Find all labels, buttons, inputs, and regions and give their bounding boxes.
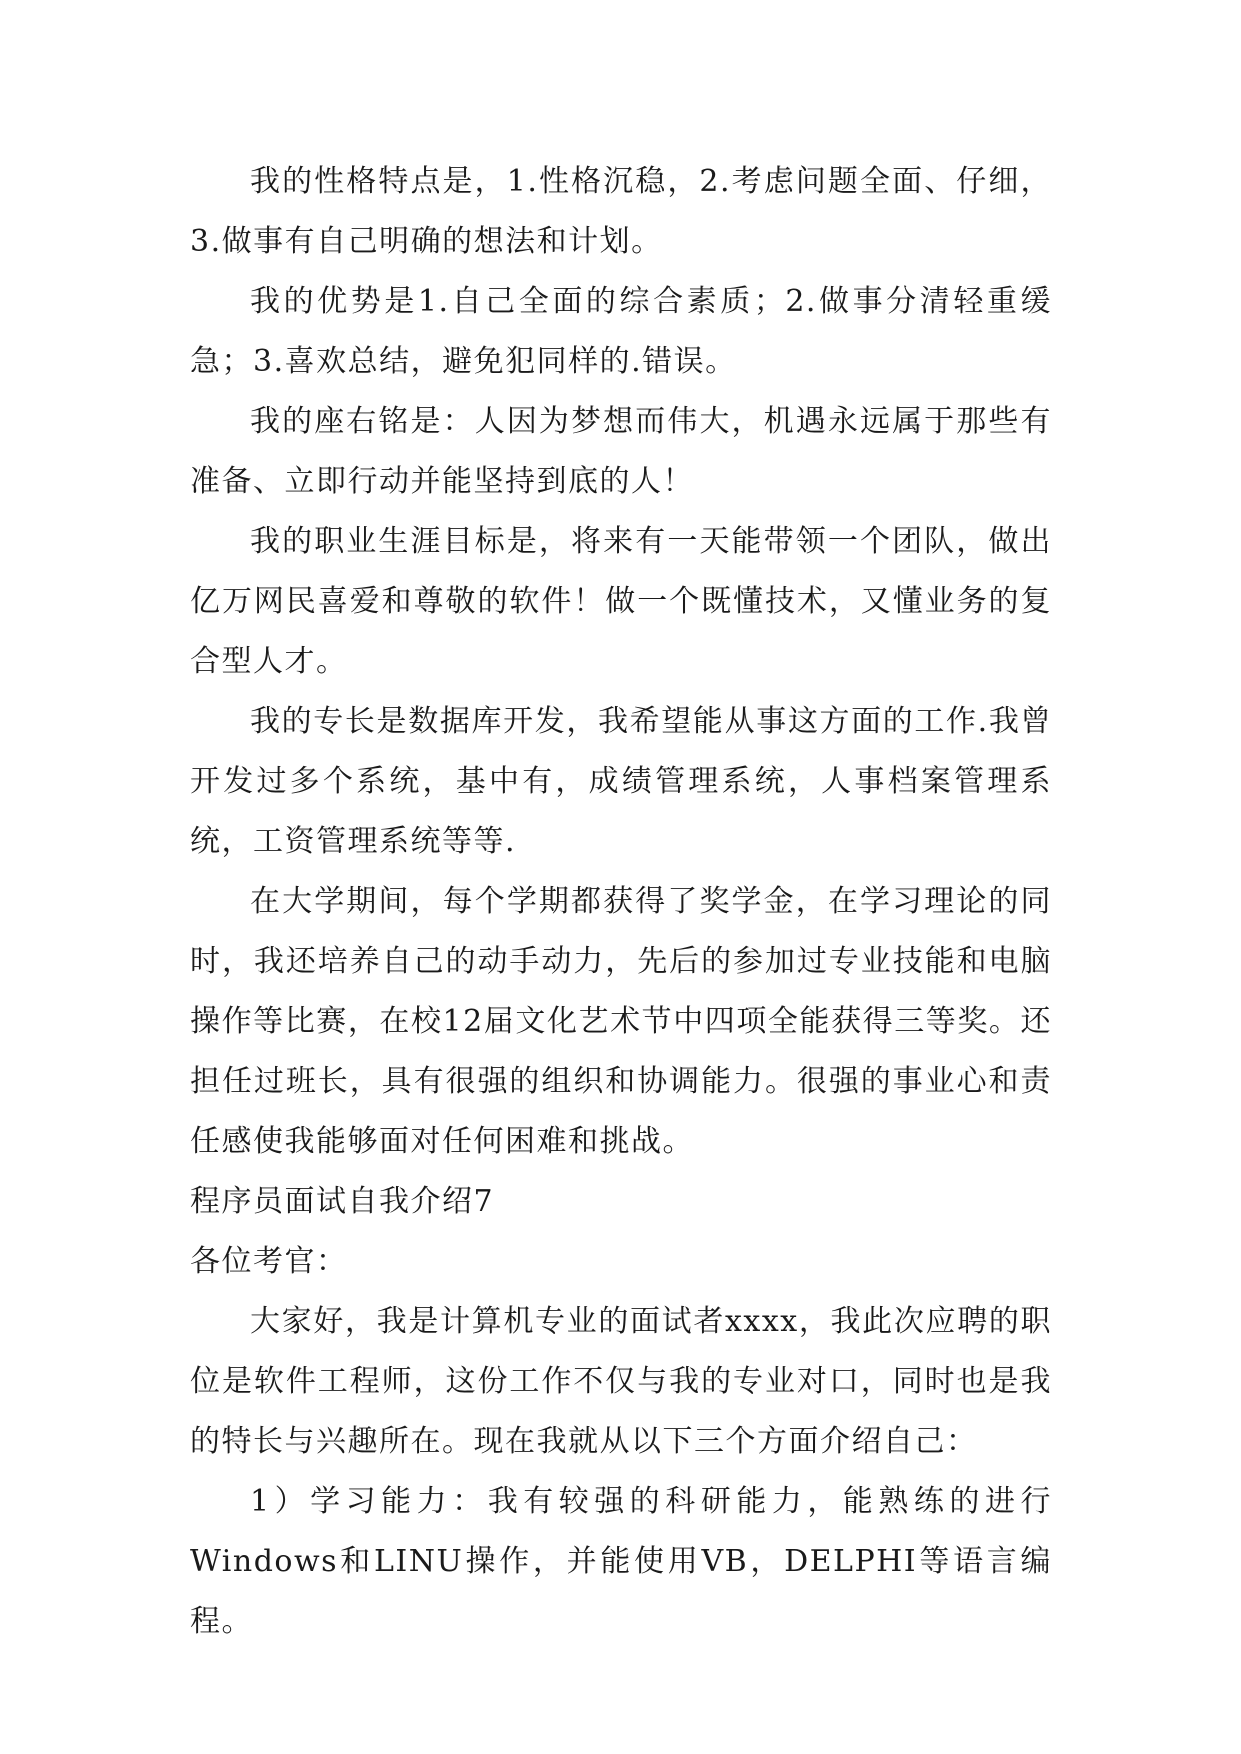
paragraph-university: 在大学期间，每个学期都获得了奖学金，在学习理论的同时，我还培养自己的动手动力，先后的参加过专业技能和电脑操作等比赛，在校12届文化艺术节中四项全能获得三等奖。还担任过班长，具有很强的组织和协调能力。很强的事业心和责任感使我能够面对任何困难和挑战。: [190, 884, 1052, 1159]
paragraph-learning-ability: 1）学习能力：我有较强的科研能力，能熟练的进行Windows和LINU操作，并能使用VB，DELPHI等语言编程。: [190, 1484, 1052, 1639]
section-heading: 程序员面试自我介绍7: [190, 1184, 495, 1219]
paragraph-specialty: 我的专长是数据库开发，我希望能从事这方面的工作.我曾开发过多个系统，基中有，成绩管理系统，人事档案管理系统，工资管理系统等等.: [190, 704, 1052, 859]
paragraph-introduction: 大家好，我是计算机专业的面试者xxxx，我此次应聘的职位是软件工程师，这份工作不仅与我的专业对口，同时也是我的特长与兴趣所在。现在我就从以下三个方面介绍自己：: [190, 1304, 1052, 1459]
paragraph-career-goal: 我的职业生涯目标是，将来有一天能带领一个团队，做出亿万网民喜爱和尊敬的软件！做一个既懂技术，又懂业务的复合型人才。: [190, 524, 1052, 679]
salutation: 各位考官：: [190, 1244, 348, 1279]
paragraph-motto: 我的座右铭是：人因为梦想而伟大，机遇永远属于那些有准备、立即行动并能坚持到底的人！: [190, 404, 1052, 499]
document-body: [190, 152, 1052, 1652]
paragraph-strengths: 我的优势是1.自己全面的综合素质；2.做事分清轻重缓急；3.喜欢总结，避免犯同样的.错误。: [190, 284, 1052, 379]
paragraph-personality: 我的性格特点是，1.性格沉稳，2.考虑问题全面、仔细，3.做事有自己明确的想法和计划。: [190, 164, 1052, 259]
